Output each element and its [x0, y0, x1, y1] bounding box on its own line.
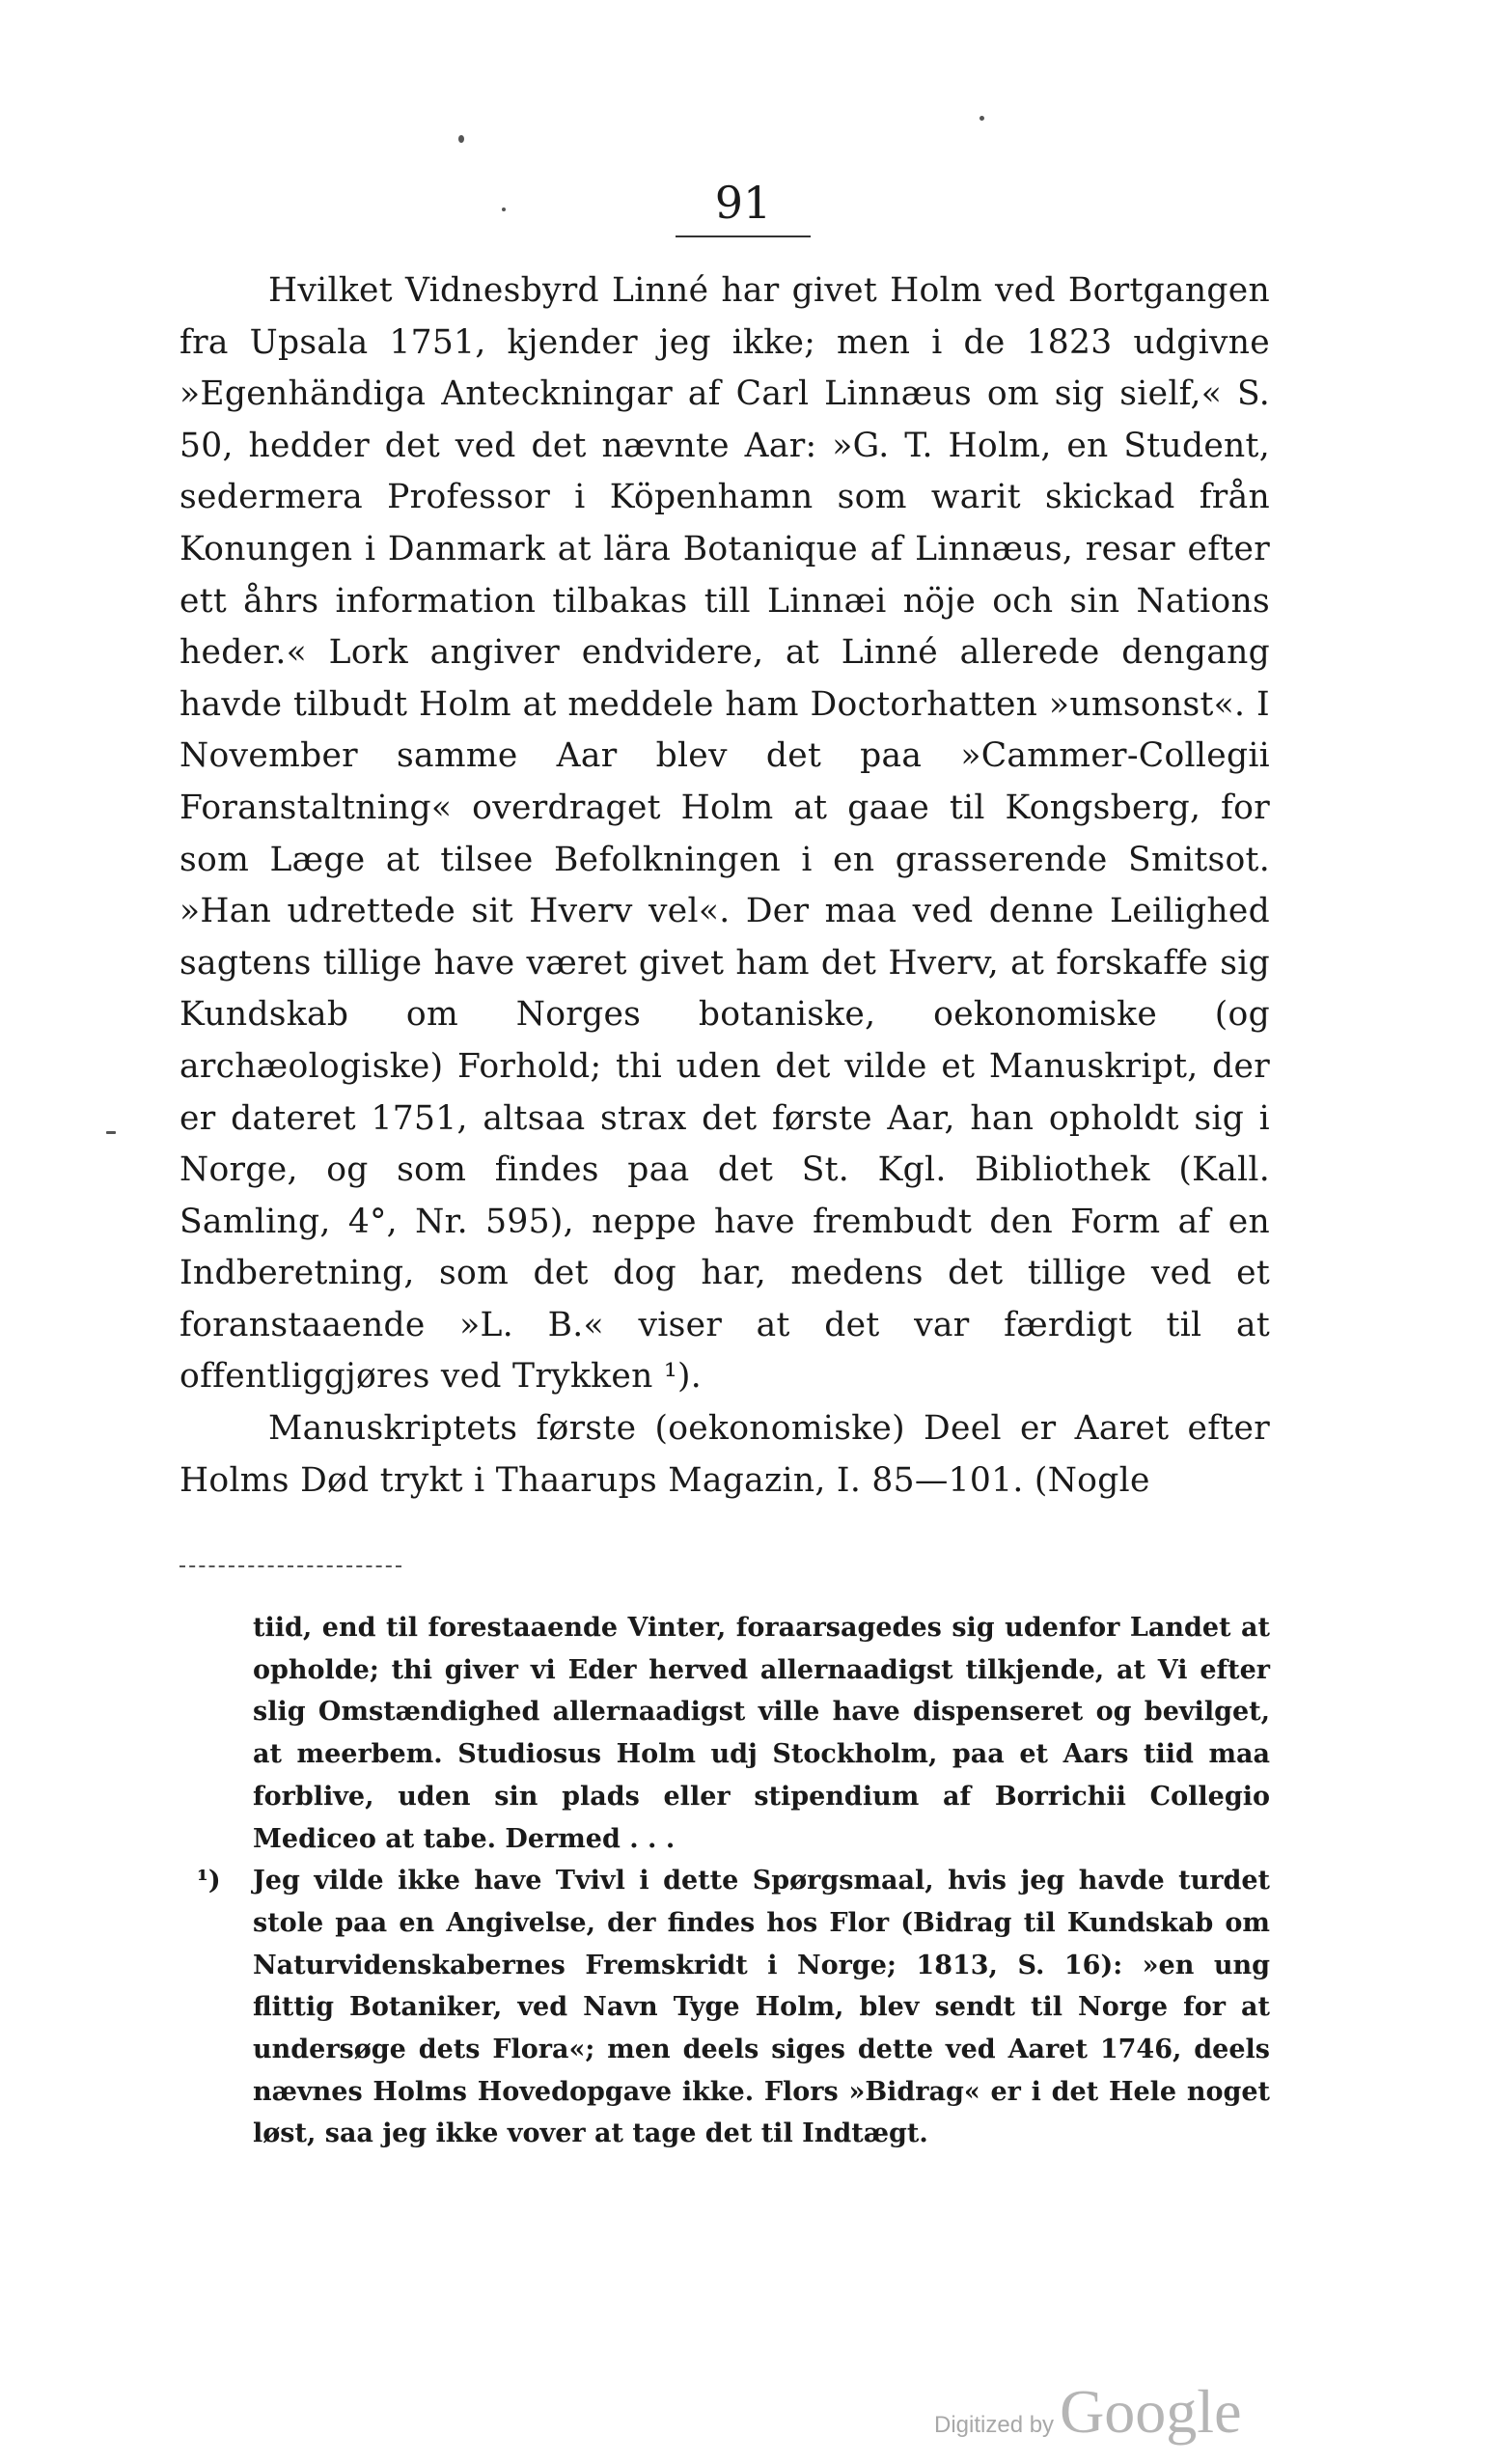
main-paragraph: Manuskriptets første (oekonomiske) Deel er Aaret efter Holms Død trykt i Thaarups Magazin, I. 85—101. (Nogle: [179, 1409, 1270, 1500]
footnotes: [197, 1607, 1270, 2155]
main-text: [179, 265, 1270, 1507]
ink-speck: [458, 135, 464, 143]
google-logo: Google: [1060, 2377, 1242, 2446]
main-paragraph: Hvilket Vidnesbyrd Linné har givet Holm ved Bortgangen fra Upsala 1751, kjender jeg ikke; men i de 1823 udgivne »Egenhändiga Anteckningar af Carl Linnæus om sig sielf,« S. 50, hedder det ved det nævnte Aar: »G. T. Holm, en Student, sedermera Professor i Köpenhamn som warit skickad från Konungen i Danmark at lära Botanique af Linnæus, resar efter ett åhrs information tilbakas till Linnæi nöje och sin Nations heder.« Lork angiver endvidere, at Linné allerede dengang havde tilbudt Holm at meddele ham Doctorhatten »umsonst«. I November samme Aar blev det paa »Cammer-Collegii Foranstaltning« overdraget Holm at gaae til Kongsberg, for som Læge at tilsee Befolkningen i en grasserende Smitsot. »Han udrettede sit Hverv vel«. Der maa ved denne Leilighed sagtens tillige have været givet ham det Hverv, at forskaffe sig Kundskab om Norges botaniske, oekonomiske (og archæologiske) Forhold; thi uden det vilde et Manuskript, der er dateret 1751, altsaa strax det første Aar, han opholdt sig i Norge, og som findes paa det St. Kgl. Bibliothek (Kall. Samling, 4°, Nr. 595), neppe have frembudt den Form af en Indberetning, som det dog har, medens det tillige ved et foranstaaende »L. B.« viser at det var færdigt til at offentliggjøres ved Trykken ¹).: [179, 271, 1270, 1397]
footnote-1: [197, 1860, 1270, 2155]
ink-speck: [502, 208, 506, 211]
digitized-by-google-watermark: [934, 2376, 1241, 2448]
ink-speck: [106, 1131, 116, 1134]
watermark-prefix: Digitized by: [934, 2412, 1055, 2438]
page-number: 91: [676, 174, 811, 237]
footnote-text: Jeg vilde ikke have Tvivl i dette Spørgsmaal, hvis jeg havde turdet stole paa en Angivelse, der findes hos Flor (Bidrag til Kundskab om Naturvidenskabernes Fremskridt i Norge; 1813, S. 16): »en ung flittig Botaniker, ved Navn Tyge Holm, blev sendt til Norge for at undersøge dets Flora«; men deels siges dette ved Aaret 1746, deels nævnes Holms Hovedopgave ikke. Flors »Bidrag« er i det Hele noget løst, saa jeg ikke vover at tage det til Indtægt.: [253, 1866, 1270, 2149]
footnote-text: tiid, end til forestaaende Vinter, foraarsagedes sig udenfor Landet at opholde; thi giver vi Eder herved allernaadigst tilkjende, at Vi efter slig Omstændighed allernaadigst ville have dispenseret og bevilget, at meerbem. Studiosus Holm udj Stockholm, paa et Aars tiid maa forblive, uden sin plads eller stipendium af Borrichii Collegio Mediceo at tabe. Dermed . . .: [253, 1613, 1270, 1854]
footnote-continued: [253, 1607, 1270, 1860]
ink-speck: [980, 116, 984, 121]
footnote-separator: [179, 1565, 401, 1567]
footnote-mark: ¹): [197, 1866, 221, 1896]
